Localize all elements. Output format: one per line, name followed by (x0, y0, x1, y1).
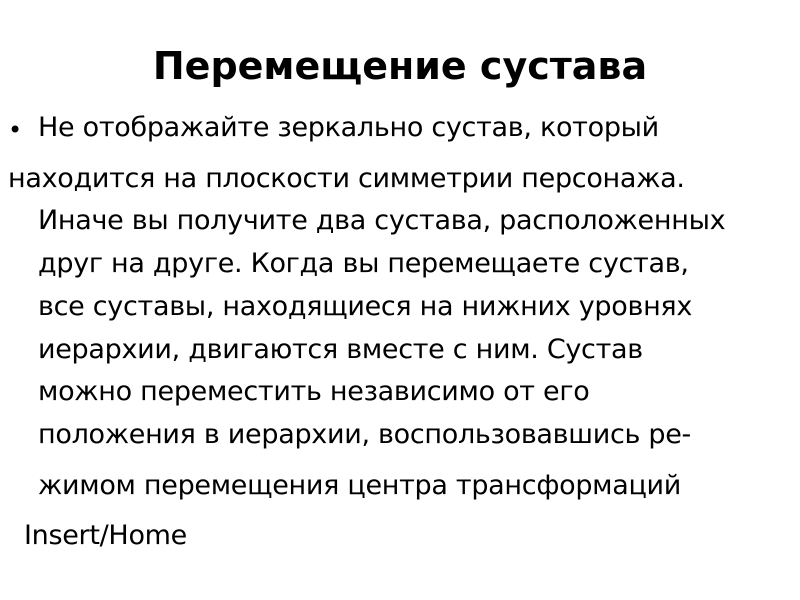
body-line-9: жимом перемещения центра трансформаций (38, 470, 682, 501)
body-line-1: Не отображайте зеркально сустав, который (38, 112, 659, 143)
body-line-2: находится на плоскости симметрии персонажа. (8, 163, 685, 194)
body-line-8: положения в иерархии, воспользовавшись ре- (38, 419, 691, 450)
body-line-3: Иначе вы получите два сустава, расположенных (38, 205, 726, 236)
body-line-10: Insert/Home (24, 520, 187, 551)
slide-title: Перемещение сустава (152, 44, 648, 88)
bullet-icon: • (8, 116, 23, 144)
body-line-5: все суставы, находящиеся на нижних уровнях (38, 291, 693, 322)
body-line-4: друг на друге. Когда вы перемещаете сустав, (38, 248, 689, 279)
body-line-7: можно переместить независимо от его (38, 376, 590, 407)
body-line-6: иерархии, двигаются вместе с ним. Сустав (38, 334, 643, 365)
